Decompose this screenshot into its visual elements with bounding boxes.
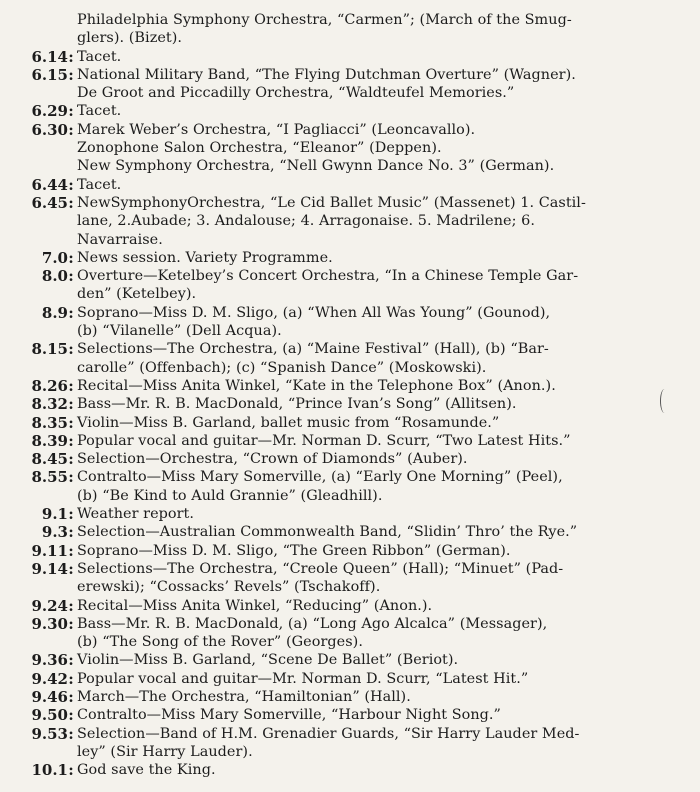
entry-line: Soprano—Miss D. M. Sligo, (a) “When All Was Young” (Gounod),	[77, 304, 551, 321]
entry-line: De Groot and Piccadilly Orchestra, “Waldteufel Memories.”	[77, 85, 515, 102]
entry-text	[74, 304, 700, 341]
entry-line: Soprano—Miss D. M. Sligo, “The Green Ribbon” (German).	[77, 542, 511, 559]
entry-colon: :	[68, 651, 74, 670]
entry-line: ley” (Sir Harry Lauder).	[77, 743, 253, 760]
entry-time: 7.0	[41, 248, 68, 267]
entry-colon: :	[68, 724, 74, 743]
entry-colon: :	[68, 669, 74, 688]
entry-text	[74, 176, 700, 194]
entry-colon: :	[68, 706, 74, 725]
entry-time: 8.32	[31, 395, 68, 414]
entry-line: Recital—Miss Anita Winkel, “Kate in the Telephone Box” (Anon.).	[77, 377, 556, 394]
program-entry	[0, 249, 700, 267]
entry-time: 9.46	[31, 687, 68, 706]
program-entry	[0, 267, 700, 304]
entry-text	[74, 267, 700, 304]
entry-time: 8.26	[31, 376, 68, 395]
entry-line: Contralto—Miss Mary Somerville, “Harbour Night Song.”	[77, 707, 501, 724]
entry-line: Contralto—Miss Mary Somerville, (a) “Early One Morning” (Peel),	[77, 469, 563, 486]
entry-colon: :	[68, 120, 74, 139]
entry-line: God save the King.	[77, 762, 216, 779]
entry-time: 8.0	[41, 267, 68, 286]
margin-bracket-mark	[660, 389, 669, 413]
entry-line: Recital—Miss Anita Winkel, “Reducing” (Anon.).	[77, 597, 433, 614]
entry-time: 10.1	[31, 761, 68, 780]
entry-line: Popular vocal and guitar—Mr. Norman D. Scurr, “Two Latest Hits.”	[77, 432, 571, 449]
entry-line: (b) “The Song of the Rover” (Georges).	[77, 634, 363, 651]
entry-time: 6.44	[31, 175, 68, 194]
entry-time: 9.14	[31, 559, 68, 578]
entry-text	[74, 194, 700, 249]
entry-text	[74, 66, 700, 103]
entry-time: 8.15	[31, 340, 68, 359]
entry-text	[74, 48, 700, 66]
entry-colon: :	[68, 431, 74, 450]
entry-colon: :	[68, 340, 74, 359]
entry-line: (b) “Be Kind to Auld Grannie” (Gleadhill).	[77, 487, 383, 504]
entry-text	[74, 432, 700, 450]
program-entry	[0, 523, 700, 541]
program-entry	[0, 688, 700, 706]
program-entry	[0, 102, 700, 120]
entry-colon: :	[68, 303, 74, 322]
entry-text	[74, 450, 700, 468]
entry-colon: :	[68, 175, 74, 194]
entry-time: 9.1	[41, 505, 68, 524]
program-entry	[0, 468, 700, 505]
entry-line: den” (Ketelbey).	[77, 286, 197, 303]
program-entry	[0, 542, 700, 560]
entry-line: Weather report.	[77, 506, 194, 523]
program-entry	[0, 560, 700, 597]
entry-text	[74, 414, 700, 432]
entry-text	[74, 597, 700, 615]
entry-colon: :	[68, 523, 74, 542]
program-entry	[0, 505, 700, 523]
program-entry	[0, 761, 700, 779]
program-entry	[0, 66, 700, 103]
entry-line: Marek Weber’s Orchestra, “I Pagliacci” (Leoncavallo).	[77, 121, 476, 138]
program-entry	[0, 304, 700, 341]
program-entry	[0, 670, 700, 688]
entry-line: Violin—Miss B. Garland, ballet music from “Rosamunde.”	[77, 414, 500, 431]
entry-line: Selections—The Orchestra, (a) “Maine Festival” (Hall), (b) “Bar-	[77, 341, 549, 358]
entry-line: NewSymphonyOrchestra, “Le Cid Ballet Music” (Massenet) 1. Castil-	[77, 194, 586, 211]
entry-colon: :	[68, 248, 74, 267]
entry-colon: :	[68, 193, 74, 212]
entry-text	[74, 468, 700, 505]
entry-time: 8.55	[31, 468, 68, 487]
entry-line: Popular vocal and guitar—Mr. Norman D. Scurr, “Latest Hit.”	[77, 670, 529, 687]
entry-colon: :	[68, 687, 74, 706]
entry-text	[74, 651, 700, 669]
entry-colon: :	[68, 541, 74, 560]
entry-time: 6.15	[31, 65, 68, 84]
entry-colon: :	[68, 596, 74, 615]
entry-line: Navarraise.	[77, 231, 163, 248]
entry-line: New Symphony Orchestra, “Nell Gwynn Dance No. 3” (German).	[77, 158, 555, 175]
entry-time: 8.39	[31, 431, 68, 450]
entry-line: lane, 2.Aubade; 3. Andalouse; 4. Arragonaise. 5. Madrilene; 6.	[77, 213, 535, 230]
entry-text	[74, 505, 700, 523]
program-entry	[0, 725, 700, 762]
program-entry	[0, 48, 700, 66]
entry-line: Tacet.	[77, 176, 122, 193]
entry-line: Bass—Mr. R. B. MacDonald, (a) “Long Ago Alcalca” (Messager),	[77, 615, 548, 632]
entry-line: Overture—Ketelbey’s Concert Orchestra, “In a Chinese Temple Gar-	[77, 268, 579, 285]
entry-time: 6.45	[31, 193, 68, 212]
entry-line: March—The Orchestra, “Hamiltonian” (Hall).	[77, 688, 411, 705]
entry-time: 8.9	[41, 303, 68, 322]
program-entry	[0, 706, 700, 724]
entry-line: Tacet.	[77, 48, 122, 65]
entry-text	[74, 249, 700, 267]
entry-text	[74, 340, 700, 377]
entry-line: Tacet.	[77, 103, 122, 120]
entry-colon: :	[68, 376, 74, 395]
entry-colon: :	[68, 559, 74, 578]
entry-line: Selection—Australian Commonwealth Band, “Slidin’ Thro’ the Rye.”	[77, 524, 578, 541]
entry-line: Zonophone Salon Orchestra, “Eleanor” (Deppen).	[77, 140, 442, 157]
entry-colon: :	[68, 413, 74, 432]
program-entry	[0, 414, 700, 432]
entry-line: Violin—Miss B. Garland, “Scene De Ballet” (Beriot).	[77, 652, 459, 669]
entry-time: 9.36	[31, 651, 68, 670]
entry-colon: :	[68, 468, 74, 487]
entry-text	[74, 542, 700, 560]
entry-line: carolle” (Offenbach); (c) “Spanish Dance” (Moskowski).	[77, 359, 487, 376]
entry-colon: :	[68, 102, 74, 121]
entry-line: Selections—The Orchestra, “Creole Queen” (Hall); “Minuet” (Pad-	[77, 560, 564, 577]
entry-colon: :	[68, 65, 74, 84]
entry-text	[74, 725, 700, 762]
entry-time: 6.29	[31, 102, 68, 121]
entry-time: 9.50	[31, 706, 68, 725]
entry-text	[74, 560, 700, 597]
entry-time: 9.30	[31, 614, 68, 633]
entry-text	[74, 102, 700, 120]
entry-colon: :	[68, 395, 74, 414]
entry-time: 9.42	[31, 669, 68, 688]
program-entry	[0, 651, 700, 669]
entry-time: 6.14	[31, 47, 68, 66]
entry-line: Selection—Band of H.M. Grenadier Guards, “Sir Harry Lauder Med-	[77, 725, 580, 742]
program-entry	[0, 615, 700, 652]
entry-time: 8.35	[31, 413, 68, 432]
entry-text	[74, 688, 700, 706]
entry-text	[74, 761, 700, 779]
entry-text	[74, 377, 700, 395]
entry-time: 6.30	[31, 120, 68, 139]
entry-line: News session. Variety Programme.	[77, 249, 333, 266]
entry-line: National Military Band, “The Flying Dutchman Overture” (Wagner).	[77, 66, 576, 83]
entry-line: Philadelphia Symphony Orchestra, “Carmen”; (March of the Smug-	[77, 12, 572, 28]
entry-text	[74, 706, 700, 724]
entry-colon: :	[68, 267, 74, 286]
program-entry	[0, 450, 700, 468]
entry-text	[74, 615, 700, 652]
entry-text	[74, 395, 700, 413]
program-entry	[0, 194, 700, 249]
entry-colon: :	[68, 761, 74, 780]
entry-text	[74, 11, 700, 48]
entry-text	[74, 670, 700, 688]
entry-line: Bass—Mr. R. B. MacDonald, “Prince Ivan’s Song” (Allitsen).	[77, 396, 517, 413]
entry-colon: :	[68, 505, 74, 524]
entry-time: 9.3	[41, 523, 68, 542]
program-entry	[0, 432, 700, 450]
entry-line: glers). (Bizet).	[77, 30, 183, 47]
program-entry	[0, 340, 700, 377]
entry-text	[74, 523, 700, 541]
entry-time: 9.11	[31, 541, 68, 560]
entry-time: 9.53	[31, 724, 68, 743]
entry-time: 8.45	[31, 450, 68, 469]
entry-colon: :	[68, 614, 74, 633]
entry-line: (b) “Vilanelle” (Dell Acqua).	[77, 323, 282, 340]
entry-time: 9.24	[31, 596, 68, 615]
entry-line: erewski); “Cossacks’ Revels” (Tschakoff).	[77, 579, 381, 596]
program-entry	[0, 395, 700, 413]
entry-text	[74, 121, 700, 176]
program-entry	[0, 11, 700, 48]
program-entry	[0, 377, 700, 395]
program-entry	[0, 176, 700, 194]
entry-line: Selection—Orchestra, “Crown of Diamonds” (Auber).	[77, 451, 468, 468]
entry-colon: :	[68, 450, 74, 469]
program-entry	[0, 597, 700, 615]
program-entry	[0, 121, 700, 176]
entry-colon: :	[68, 47, 74, 66]
